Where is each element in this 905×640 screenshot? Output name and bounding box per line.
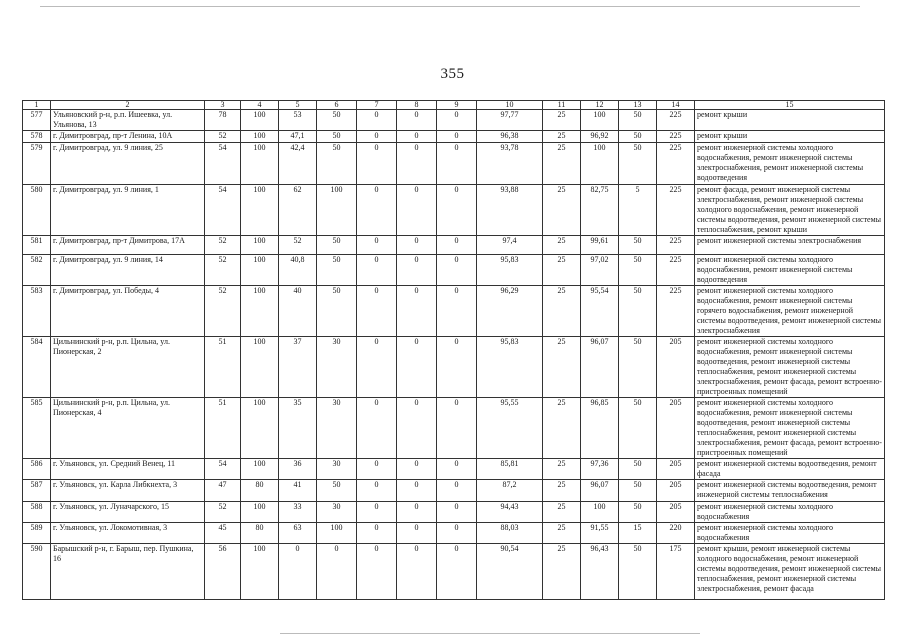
cell-address: г. Ульяновск, ул. Луначарского, 15 — [51, 502, 205, 523]
cell-work-types: ремонт фасада, ремонт инженерной системы электроснабжения, ремонт инженерной системы холодного водоснабжения, ремонт инженерной системы водоотведения, ремонт инженерной системы теплоснабжения, ремонт крыши — [695, 185, 885, 236]
cell-col-10: 95,83 — [477, 255, 543, 286]
cell-col-4: 100 — [241, 143, 279, 185]
cell-row-number: 585 — [23, 398, 51, 459]
cell-col-9: 0 — [437, 480, 477, 502]
col-header: 3 — [205, 101, 241, 110]
cell-col-12: 82,75 — [581, 185, 619, 236]
cell-work-types: ремонт инженерной системы холодного водоснабжения, ремонт инженерной системы водоотведения, ремонт инженерной системы теплоснабжения, ремонт инженерной системы электроснабжения, ремонт фасада, ремонт встроенно-пристроенных помещений — [695, 337, 885, 398]
col-header: 6 — [317, 101, 357, 110]
cell-col-3: 52 — [205, 286, 241, 337]
cell-col-9: 0 — [437, 286, 477, 337]
cell-col-8: 0 — [397, 255, 437, 286]
cell-work-types: ремонт инженерной системы холодного водоснабжения — [695, 523, 885, 544]
cell-col-4: 100 — [241, 236, 279, 255]
cell-col-10: 95,55 — [477, 398, 543, 459]
cell-col-13: 50 — [619, 236, 657, 255]
cell-row-number: 588 — [23, 502, 51, 523]
cell-col-10: 97,4 — [477, 236, 543, 255]
cell-col-3: 51 — [205, 398, 241, 459]
table-row — [23, 544, 885, 600]
scan-artifact-line — [280, 633, 700, 634]
cell-col-3: 45 — [205, 523, 241, 544]
cell-col-14: 225 — [657, 236, 695, 255]
cell-col-13: 50 — [619, 255, 657, 286]
cell-work-types: ремонт инженерной системы холодного водоснабжения — [695, 502, 885, 523]
cell-address: Ульяновский р-н, р.п. Ишеевка, ул. Ульянова, 13 — [51, 110, 205, 131]
table-row — [23, 337, 885, 398]
cell-col-10: 93,88 — [477, 185, 543, 236]
cell-address: г. Ульяновск, ул. Карла Либкнехта, 3 — [51, 480, 205, 502]
cell-col-12: 100 — [581, 143, 619, 185]
cell-col-13: 5 — [619, 185, 657, 236]
table-row — [23, 255, 885, 286]
cell-col-9: 0 — [437, 398, 477, 459]
scan-artifact-line — [40, 6, 860, 7]
cell-col-14: 225 — [657, 286, 695, 337]
column-number-row — [23, 101, 885, 110]
cell-col-11: 25 — [543, 480, 581, 502]
cell-col-6: 50 — [317, 255, 357, 286]
cell-col-11: 25 — [543, 255, 581, 286]
cell-col-6: 50 — [317, 110, 357, 131]
cell-col-5: 42,4 — [279, 143, 317, 185]
cell-work-types: ремонт инженерной системы водоотведения, ремонт фасада — [695, 459, 885, 480]
cell-work-types: ремонт инженерной системы холодного водоснабжения, ремонт инженерной системы горячего водоснабжения, ремонт инженерной системы водоотведения, ремонт инженерной системы электроснабжения — [695, 286, 885, 337]
cell-col-9: 0 — [437, 131, 477, 143]
cell-row-number: 584 — [23, 337, 51, 398]
cell-col-5: 63 — [279, 523, 317, 544]
cell-col-3: 54 — [205, 185, 241, 236]
col-header: 15 — [695, 101, 885, 110]
cell-col-8: 0 — [397, 236, 437, 255]
cell-col-9: 0 — [437, 502, 477, 523]
cell-col-6: 50 — [317, 480, 357, 502]
cell-col-12: 100 — [581, 502, 619, 523]
cell-col-8: 0 — [397, 459, 437, 480]
cell-col-13: 50 — [619, 480, 657, 502]
cell-col-12: 99,61 — [581, 236, 619, 255]
cell-col-11: 25 — [543, 131, 581, 143]
cell-col-6: 30 — [317, 502, 357, 523]
cell-col-14: 205 — [657, 398, 695, 459]
cell-col-13: 50 — [619, 459, 657, 480]
cell-col-7: 0 — [357, 459, 397, 480]
table-row — [23, 131, 885, 143]
cell-row-number: 587 — [23, 480, 51, 502]
cell-col-10: 95,83 — [477, 337, 543, 398]
col-header: 7 — [357, 101, 397, 110]
cell-col-10: 93,78 — [477, 143, 543, 185]
cell-col-7: 0 — [357, 143, 397, 185]
col-header: 9 — [437, 101, 477, 110]
cell-col-12: 96,07 — [581, 480, 619, 502]
cell-col-11: 25 — [543, 286, 581, 337]
cell-col-7: 0 — [357, 398, 397, 459]
cell-row-number: 580 — [23, 185, 51, 236]
cell-col-14: 205 — [657, 480, 695, 502]
cell-col-3: 54 — [205, 459, 241, 480]
cell-row-number: 586 — [23, 459, 51, 480]
cell-address: г. Ульяновск, ул. Локомотивная, 3 — [51, 523, 205, 544]
col-header: 13 — [619, 101, 657, 110]
cell-col-3: 56 — [205, 544, 241, 600]
cell-col-5: 40,8 — [279, 255, 317, 286]
cell-col-10: 87,2 — [477, 480, 543, 502]
cell-col-11: 25 — [543, 337, 581, 398]
cell-col-11: 25 — [543, 398, 581, 459]
register-table — [22, 100, 885, 600]
cell-col-10: 94,43 — [477, 502, 543, 523]
cell-col-7: 0 — [357, 286, 397, 337]
cell-col-3: 52 — [205, 502, 241, 523]
cell-address: г. Димитровград, ул. 9 линия, 25 — [51, 143, 205, 185]
cell-col-9: 0 — [437, 236, 477, 255]
cell-col-11: 25 — [543, 459, 581, 480]
col-header: 14 — [657, 101, 695, 110]
cell-col-7: 0 — [357, 110, 397, 131]
cell-col-14: 205 — [657, 502, 695, 523]
cell-col-8: 0 — [397, 110, 437, 131]
cell-col-4: 100 — [241, 110, 279, 131]
cell-address: г. Димитровград, ул. 9 линия, 1 — [51, 185, 205, 236]
table-row — [23, 110, 885, 131]
cell-col-12: 97,36 — [581, 459, 619, 480]
cell-col-9: 0 — [437, 185, 477, 236]
cell-col-6: 30 — [317, 398, 357, 459]
col-header: 12 — [581, 101, 619, 110]
cell-col-11: 25 — [543, 110, 581, 131]
cell-col-8: 0 — [397, 286, 437, 337]
table-body — [23, 101, 885, 600]
col-header: 4 — [241, 101, 279, 110]
cell-col-12: 95,54 — [581, 286, 619, 337]
cell-col-12: 96,07 — [581, 337, 619, 398]
table-row — [23, 480, 885, 502]
cell-row-number: 581 — [23, 236, 51, 255]
table-row — [23, 523, 885, 544]
cell-col-4: 100 — [241, 337, 279, 398]
cell-address: г. Димитровград, ул. 9 линия, 14 — [51, 255, 205, 286]
cell-col-11: 25 — [543, 523, 581, 544]
cell-col-8: 0 — [397, 131, 437, 143]
cell-col-9: 0 — [437, 459, 477, 480]
cell-col-9: 0 — [437, 523, 477, 544]
cell-col-14: 225 — [657, 131, 695, 143]
cell-row-number: 579 — [23, 143, 51, 185]
col-header: 1 — [23, 101, 51, 110]
cell-col-13: 50 — [619, 286, 657, 337]
table-row — [23, 502, 885, 523]
col-header: 8 — [397, 101, 437, 110]
cell-col-6: 50 — [317, 286, 357, 337]
cell-col-11: 25 — [543, 544, 581, 600]
cell-row-number: 589 — [23, 523, 51, 544]
cell-col-14: 225 — [657, 185, 695, 236]
cell-col-8: 0 — [397, 523, 437, 544]
cell-col-5: 41 — [279, 480, 317, 502]
cell-col-6: 0 — [317, 544, 357, 600]
cell-col-13: 15 — [619, 523, 657, 544]
cell-row-number: 583 — [23, 286, 51, 337]
cell-col-8: 0 — [397, 337, 437, 398]
cell-col-9: 0 — [437, 255, 477, 286]
cell-address: Цильнинский р-н, р.п. Цильна, ул. Пионерская, 2 — [51, 337, 205, 398]
cell-work-types: ремонт инженерной системы водоотведения, ремонт инженерной системы теплоснабжения — [695, 480, 885, 502]
cell-col-12: 97,02 — [581, 255, 619, 286]
cell-col-9: 0 — [437, 143, 477, 185]
cell-address: Цильнинский р-н, р.п. Цильна, ул. Пионерская, 4 — [51, 398, 205, 459]
cell-col-10: 97,77 — [477, 110, 543, 131]
cell-col-9: 0 — [437, 544, 477, 600]
cell-col-10: 90,54 — [477, 544, 543, 600]
cell-col-7: 0 — [357, 523, 397, 544]
cell-col-8: 0 — [397, 398, 437, 459]
cell-col-11: 25 — [543, 185, 581, 236]
cell-col-6: 100 — [317, 523, 357, 544]
table-row — [23, 398, 885, 459]
cell-col-5: 35 — [279, 398, 317, 459]
cell-col-7: 0 — [357, 480, 397, 502]
cell-col-3: 52 — [205, 236, 241, 255]
cell-col-12: 100 — [581, 110, 619, 131]
cell-col-13: 50 — [619, 544, 657, 600]
table-row — [23, 459, 885, 480]
cell-col-4: 80 — [241, 523, 279, 544]
cell-col-4: 100 — [241, 185, 279, 236]
cell-col-7: 0 — [357, 337, 397, 398]
cell-address: г. Ульяновск, ул. Средний Венец, 11 — [51, 459, 205, 480]
cell-col-10: 85,81 — [477, 459, 543, 480]
cell-col-9: 0 — [437, 110, 477, 131]
cell-col-5: 47,1 — [279, 131, 317, 143]
cell-col-8: 0 — [397, 143, 437, 185]
table-row — [23, 286, 885, 337]
cell-col-14: 220 — [657, 523, 695, 544]
cell-col-3: 47 — [205, 480, 241, 502]
cell-col-6: 50 — [317, 131, 357, 143]
cell-col-8: 0 — [397, 480, 437, 502]
cell-col-14: 205 — [657, 459, 695, 480]
cell-work-types: ремонт инженерной системы холодного водоснабжения, ремонт инженерной системы электроснабжения, ремонт инженерной системы водоотведения — [695, 143, 885, 185]
cell-col-6: 30 — [317, 459, 357, 480]
cell-col-5: 0 — [279, 544, 317, 600]
table-row — [23, 236, 885, 255]
cell-col-10: 88,03 — [477, 523, 543, 544]
col-header: 10 — [477, 101, 543, 110]
cell-col-5: 37 — [279, 337, 317, 398]
cell-col-6: 100 — [317, 185, 357, 236]
table-row — [23, 143, 885, 185]
cell-col-5: 33 — [279, 502, 317, 523]
cell-col-12: 96,43 — [581, 544, 619, 600]
cell-work-types: ремонт крыши — [695, 110, 885, 131]
cell-col-5: 36 — [279, 459, 317, 480]
cell-col-7: 0 — [357, 131, 397, 143]
cell-col-14: 175 — [657, 544, 695, 600]
cell-col-7: 0 — [357, 255, 397, 286]
cell-col-4: 100 — [241, 544, 279, 600]
cell-col-9: 0 — [437, 337, 477, 398]
cell-work-types: ремонт крыши, ремонт инженерной системы холодного водоснабжения, ремонт инженерной системы водоотведения, ремонт инженерной системы теплоснабжения, ремонт инженерной системы электроснабжения, ремонт фасада — [695, 544, 885, 600]
cell-row-number: 578 — [23, 131, 51, 143]
cell-col-12: 96,85 — [581, 398, 619, 459]
cell-address: Барышский р-н, г. Барыш, пер. Пушкина, 16 — [51, 544, 205, 600]
cell-col-13: 50 — [619, 110, 657, 131]
cell-col-4: 100 — [241, 502, 279, 523]
cell-col-7: 0 — [357, 544, 397, 600]
cell-col-5: 40 — [279, 286, 317, 337]
cell-col-10: 96,29 — [477, 286, 543, 337]
cell-col-13: 50 — [619, 337, 657, 398]
cell-col-11: 25 — [543, 143, 581, 185]
cell-address: г. Димитровград, пр-т Димитрова, 17А — [51, 236, 205, 255]
cell-col-7: 0 — [357, 502, 397, 523]
cell-col-11: 25 — [543, 236, 581, 255]
cell-col-6: 50 — [317, 236, 357, 255]
cell-col-4: 100 — [241, 398, 279, 459]
cell-col-3: 52 — [205, 131, 241, 143]
cell-col-13: 50 — [619, 398, 657, 459]
cell-row-number: 590 — [23, 544, 51, 600]
cell-col-13: 50 — [619, 131, 657, 143]
cell-col-11: 25 — [543, 502, 581, 523]
cell-col-14: 225 — [657, 255, 695, 286]
cell-col-3: 78 — [205, 110, 241, 131]
cell-col-4: 100 — [241, 286, 279, 337]
cell-col-8: 0 — [397, 502, 437, 523]
cell-col-4: 100 — [241, 459, 279, 480]
cell-col-5: 53 — [279, 110, 317, 131]
cell-address: г. Димитровград, пр-т Ленина, 10А — [51, 131, 205, 143]
cell-col-3: 54 — [205, 143, 241, 185]
cell-col-6: 50 — [317, 143, 357, 185]
cell-col-13: 50 — [619, 143, 657, 185]
cell-col-7: 0 — [357, 185, 397, 236]
cell-col-6: 30 — [317, 337, 357, 398]
cell-work-types: ремонт инженерной системы холодного водоснабжения, ремонт инженерной системы водоотведения, ремонт инженерной системы теплоснабжения, ремонт инженерной системы электроснабжения, ремонт фасада, ремонт встроенно-пристроенных помещений — [695, 398, 885, 459]
cell-row-number: 582 — [23, 255, 51, 286]
cell-col-5: 52 — [279, 236, 317, 255]
cell-col-4: 80 — [241, 480, 279, 502]
cell-col-3: 51 — [205, 337, 241, 398]
cell-col-4: 100 — [241, 131, 279, 143]
cell-col-3: 52 — [205, 255, 241, 286]
cell-col-7: 0 — [357, 236, 397, 255]
col-header: 5 — [279, 101, 317, 110]
cell-work-types: ремонт инженерной системы холодного водоснабжения, ремонт инженерной системы водоотведения — [695, 255, 885, 286]
cell-col-8: 0 — [397, 185, 437, 236]
cell-col-14: 225 — [657, 143, 695, 185]
cell-col-10: 96,38 — [477, 131, 543, 143]
cell-address: г. Димитровград, ул. Победы, 4 — [51, 286, 205, 337]
cell-col-8: 0 — [397, 544, 437, 600]
cell-col-13: 50 — [619, 502, 657, 523]
cell-col-5: 62 — [279, 185, 317, 236]
cell-col-12: 91,55 — [581, 523, 619, 544]
cell-work-types: ремонт инженерной системы электроснабжения — [695, 236, 885, 255]
cell-row-number: 577 — [23, 110, 51, 131]
col-header: 11 — [543, 101, 581, 110]
cell-col-14: 205 — [657, 337, 695, 398]
cell-col-4: 100 — [241, 255, 279, 286]
cell-col-12: 96,92 — [581, 131, 619, 143]
col-header: 2 — [51, 101, 205, 110]
table-row — [23, 185, 885, 236]
page-number: 355 — [440, 66, 465, 82]
cell-col-14: 225 — [657, 110, 695, 131]
cell-work-types: ремонт крыши — [695, 131, 885, 143]
